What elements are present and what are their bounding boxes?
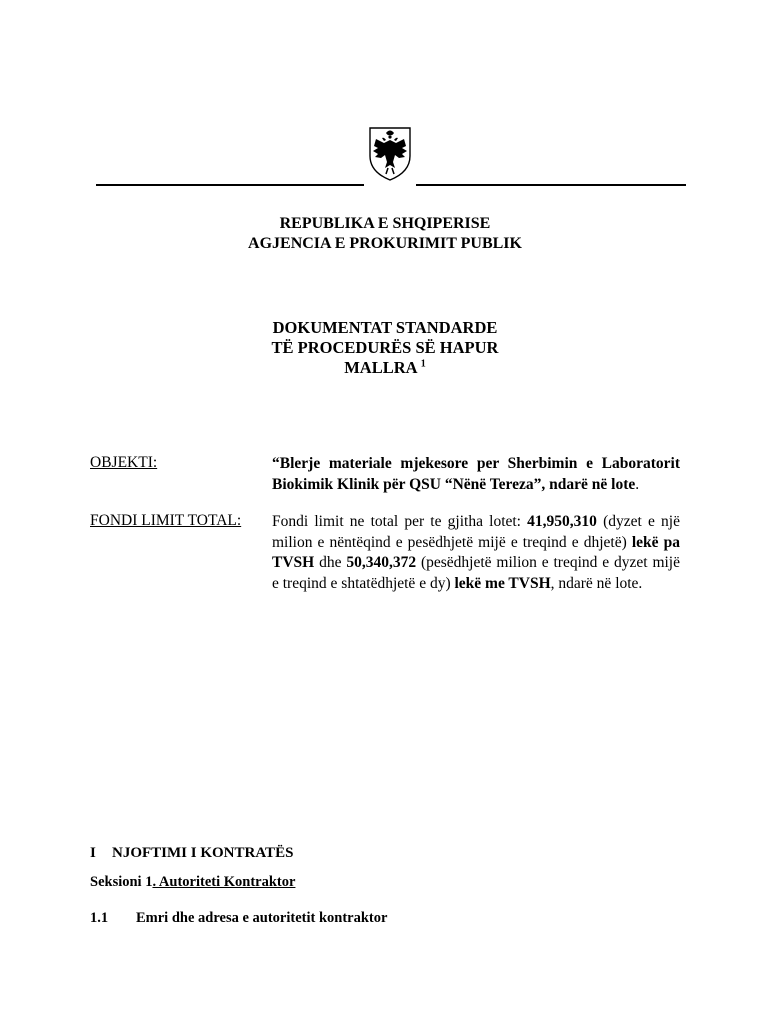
title-line-3	[0, 358, 770, 378]
objekti-text: “Blerje materiale mjekesore per Sherbimin e Laboratorit Biokimik Klinik për QSU “Nënë Tereza”, ndarë në lote	[272, 455, 680, 493]
section-heading	[90, 845, 293, 862]
issuer-header	[0, 214, 770, 254]
fondi-value	[272, 512, 680, 594]
title-line-2: TË PROCEDURËS SË HAPUR	[271, 338, 499, 357]
fondi-text-3: dhe	[314, 554, 347, 571]
fondi-amount-vat: 50,340,372	[346, 554, 417, 571]
subsection-heading	[90, 910, 387, 927]
footnote-ref: 1	[420, 358, 426, 370]
fondi-label: FONDI LIMIT TOTAL:	[90, 512, 242, 529]
issuer-line-2: AGJENCIA E PROKURIMIT PUBLIK	[248, 235, 522, 252]
document-title	[0, 318, 770, 378]
fondi-lek-no-vat: lekë pa TVSH	[272, 533, 680, 571]
seksioni-prefix: Seksioni 1	[90, 874, 153, 890]
fondi-text-1: Fondi limit ne total per te gjitha lotet:	[272, 513, 528, 530]
header-rule-right	[416, 184, 686, 186]
objekti-value	[272, 454, 680, 495]
issuer-line-1: REPUBLIKA E SHQIPERISE	[279, 215, 491, 232]
fondi-text-2: (dyzet e një milion e nëntëqind e pesëdhjetë mijë e treqind e dhjetë)	[272, 513, 680, 551]
seksioni-title: . Autoriteti Kontraktor	[152, 874, 296, 890]
seksioni-heading	[90, 874, 295, 891]
fondi-amount-no-vat: 41,950,310	[527, 513, 597, 530]
title-line-3-text: MALLRA	[344, 358, 417, 377]
fondi-text-5: , ndarë në lote.	[550, 574, 643, 592]
objekti-label: OBJEKTI:	[90, 454, 158, 471]
subsection-title: Emri dhe adresa e autoritetit kontraktor	[136, 910, 388, 926]
section-title: NJOFTIMI I KONTRATËS	[112, 845, 294, 861]
subsection-number: 1.1	[90, 910, 109, 926]
title-line-1: DOKUMENTAT STANDARDE	[272, 318, 498, 337]
objekti-end: .	[635, 475, 640, 493]
coat-of-arms-emblem	[366, 124, 414, 182]
fondi-lek-vat: lekë me TVSH	[454, 574, 551, 592]
header-rule-left	[96, 184, 364, 186]
section-number: I	[90, 845, 96, 861]
fondi-text-4: (pesëdhjetë milion e treqind e dyzet mijë e treqind e shtatëdhjetë e dy)	[272, 554, 680, 592]
